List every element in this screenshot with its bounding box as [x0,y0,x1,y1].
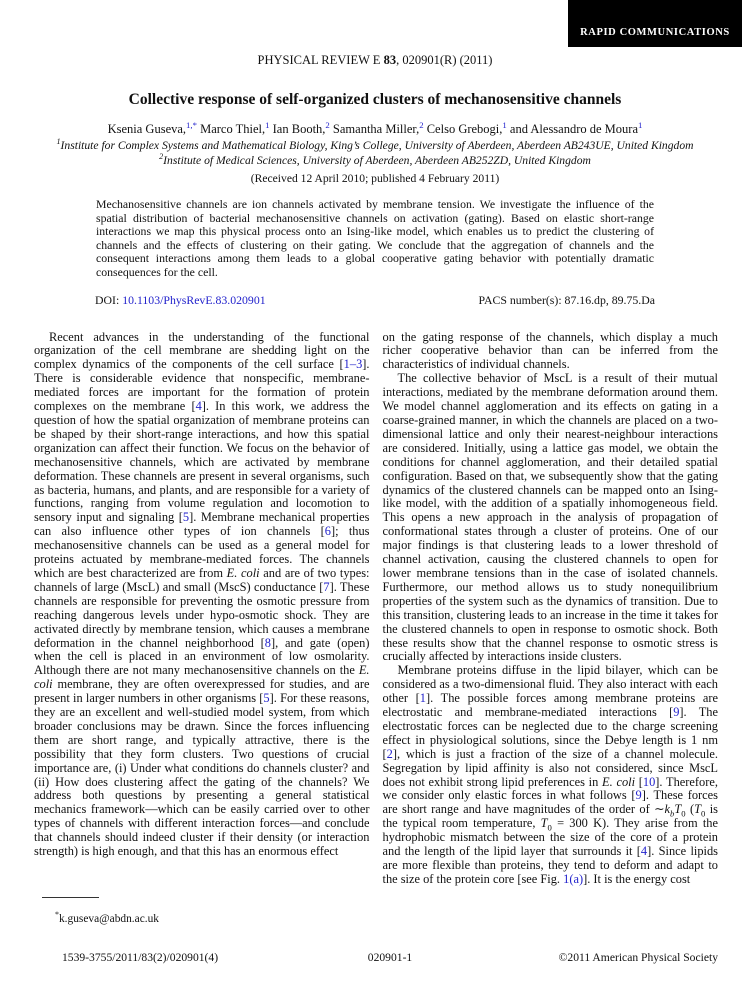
text-segment: Celso Grebogi, [423,122,503,136]
text-segment: = 300 K). They arise from the hydrophobic mismatch between the size of the core of a protein and the length of the lipid layer that surrounds it [ [382,816,718,859]
text-segment: T [674,802,682,817]
text-segment: [ [635,774,643,789]
paragraph [383,331,719,373]
citation-link[interactable]: 4 [640,844,648,859]
text-segment: and are of two types: channels of large (MscL) and small (MscS) conductance [ [34,565,370,594]
text-segment: T [694,802,701,817]
badge-label: RAPID COMMUNICATIONS [580,27,730,38]
citation-link[interactable]: 1 [638,119,643,130]
text-segment: is the typical room temperature, [382,802,718,831]
text-segment: ]. It is the energy cost [583,871,691,886]
pacs-numbers: PACS number(s): 87.16.dp, 89.75.Da [478,292,655,307]
citation-link[interactable]: 1(a) [563,871,584,886]
citation-link[interactable]: 5 [182,510,190,525]
text-segment: Marco Thiel, [196,122,266,136]
text-segment: Ian Booth, [269,122,326,136]
text-segment: ]. For these reasons, they are an excellent and well-studied model system, from which broader conclusions may be drawn. Since the forces influencing them are short range, and typically attractive, there is the possibility that they form clusters. Two questions of crucial importance are, (i) Under what conditions do channels cluster? and (ii) How does clustering affect the gating of the channels? We address both questions by presenting a general statistical mechanics framework—which can be easily carried over to other types of channels with different interaction forces—and conclude that channels should indeed cluster if their density (or interaction strength) is high enough, and that this has an enormous effect [34,691,370,859]
text-segment: DOI: [95,292,123,307]
rapid-communications-badge [568,0,742,47]
text-segment: ]. The electrostatic forces can be neglected due to the charge screening effect in physiological solutions, since the Debye length is 1 nm [ [382,705,718,761]
text-segment: Institute for Complex Systems and Mathematical Biology, King’s College, University of Aberdeen, Aberdeen AB243UE, United Kingdom [60,139,694,152]
text-segment: Recent advances in the understanding of the functional organization of the cell membrane are shedding light on the complex dynamics of the components of the cell surface [ [34,330,370,372]
copyright-notice: ©2011 American Physical Society [558,951,719,964]
text-segment: ], and gate (open) when the cell is placed in an environment of low osmolarity. Although there are not many mechanosensitive channels on the [34,635,370,678]
text-segment: ]. These forces are short range and have magnitudes of the order of ∼ [382,788,718,817]
citation-link[interactable]: 10 [642,774,656,789]
text-segment: k [664,802,671,817]
page-title: Collective response of self-organized clusters of mechanosensitive channels [128,91,622,108]
text-segment: Ksenia Guseva, [107,122,187,136]
paragraph [34,331,370,859]
page-footer [34,951,718,964]
citation-link[interactable]: 6 [324,524,331,539]
text-segment: Membrane proteins diffuse in the lipid bilayer, which can be considered as a two-dimensional fluid. They also interact with each other [ [382,663,718,706]
text-segment: ]. Therefore, we consider only elastic forces in what follows [ [382,774,718,803]
doi-line [95,293,266,308]
text-segment: ]; thus mechanosensitive channels can be used as a general model for proteins actuated by membrane-mediated forces. The channels which are best characterized are from [34,524,370,580]
author-list [0,119,750,137]
text-segment: PHYSICAL REVIEW E [257,53,384,67]
text-segment: E. coli [34,663,370,692]
citation-link[interactable]: 1 [502,119,507,130]
footnote-divider [42,897,99,898]
text-segment: E. coli [602,774,636,789]
received-line: (Received 12 April 2010; published 4 February 2011) [250,172,500,185]
citation-link[interactable]: 1 [265,119,270,130]
citation-link[interactable]: 8 [264,635,271,650]
page-number: 020901-1 [367,951,413,964]
text-segment: k.guseva@abdn.ac.uk [58,913,159,925]
text-segment: 0 [681,808,686,819]
citation-link[interactable]: 2 [325,119,330,130]
citation-link[interactable]: 1 [419,691,426,706]
text-segment: ], which is just a fraction of the size of a channel molecule. Segregation by lipid affinity is also not considered, since MscL does not exhibit strong lipid preferences in [382,746,718,789]
right-column [383,331,719,909]
paragraph [383,372,719,664]
footnote-email [34,910,159,925]
affiliation-1 [0,139,750,152]
text-segment: ]. Since lipids are more flexible than proteins, they tend to deform and adapt to the size of the protein core [see Fig. [382,844,718,886]
citation-link[interactable]: 1,* [186,119,197,130]
citation-link[interactable]: 1–3 [343,357,363,372]
text-segment: Institute of Medical Sciences, University of Aberdeen, Aberdeen AB252ZD, United Kingdom [163,154,591,167]
text-segment: ]. These channels are responsible for preventing the osmotic pressure from reaching dangerous levels under hypo-osmotic shock. They are activated directly by membrane tension, which causes a membrane deformation in the channel neighborhood [ [34,579,370,650]
text-segment: The collective behavior of MscL is a result of their mutual interactions, mediated by the membrane deformation around them. We model channel agglomeration and its effects on gating in a coarse-grained manner, in which the channels are placed on a two-dimensional lattice and only their nearest-neighbour interactions are considered. Initially, using a lattice gas model, we obtain the conditions for channel agglomeration, and their detailed spatial configuration. Based on that, we subsequently show that the gating dynamics of the clustered channels can be mapped onto an Ising-like model, with the addition of a spatially inhomogeneous field. This opens a new approach in the analysis of propagation of conformational states through a cluster of proteins. One of our major findings is that clustering leads to a lower threshold of channel activation, causing the clustered channels to open for lower membrane tensions than in the case of isolated channels. Furthermore, our method allows us to study nonequilibrium properties of the system such as the dynamics of transition. Due to this transition, clustering leads to an increase in the time it takes for the clustered channels to open in response to osmotic shock. Both these results show that the channel response to osmotic stress is crucially affected by interactions inside clusters. [382,371,718,664]
issn-code: 1539-3755/2011/83(2)/020901(4) [62,951,219,964]
text-segment: on the gating response of the channels, which display a much richer cooperative behavior than can be inferred from the characteristics of individual channels. [382,330,718,372]
citation-link[interactable]: 9 [635,788,642,803]
text-segment: 0 [701,808,706,819]
text-segment: ]. Membrane mechanical properties can also influence other types of ion channels [ [34,510,370,539]
doi-link[interactable]: 10.1103/PhysRevE.83.020901 [122,292,266,307]
text-segment: 83 [383,53,397,67]
doi-pacs-row [95,293,655,308]
abstract: Mechanosensitive channels are ion channels activated by membrane tension. We investigate the influence of the spatial distribution of bacterial mechanosensitive channels on activation (gating). Based on elastic short-range interactions we map this physical process onto an Ising-like model, which enables us to predict the clustering of channels and the effects of clustering on their gating. We conclude that the aggregation of channels and the consequent interactions among them leads to a global cooperative gating behavior with potentially dramatic consequences for the cell. [96,197,654,279]
two-column-body [34,331,718,909]
citation-link[interactable]: 2 [386,746,393,761]
citation-link[interactable]: 7 [323,579,330,594]
text-segment: ( [685,802,695,817]
paragraph [383,664,719,887]
text-segment: and Alessandro de Moura [506,122,639,136]
text-segment: b [670,808,675,819]
text-segment: , 020901(R) (2011) [396,53,493,67]
citation-link[interactable]: 2 [419,119,424,130]
text-segment: E. coli [226,565,260,580]
text-segment: 2 [159,152,164,162]
text-segment: ]. The possible forces among membrane proteins are electrostatic and membrane-mediated interactions [ [382,691,718,720]
text-segment: membrane, they are often overexpressed for studies, and are present in larger numbers in other organisms [ [34,677,370,706]
affiliation-2 [0,154,750,167]
text-segment: ]. There is considerable evidence that nonspecific, membrane-mediated forces are important for the formation of protein complexes on the membrane [ [34,357,370,414]
text-segment: 0 [547,822,552,833]
text-segment: Samantha Miller, [329,122,420,136]
text-segment: 1 [56,137,61,147]
text-segment: * [55,910,59,920]
citation-link[interactable]: 5 [263,691,270,706]
left-column [34,331,370,909]
text-segment: T [540,816,548,831]
citation-link[interactable]: 9 [673,705,680,720]
citation-link[interactable]: 4 [195,399,202,414]
author-footnote [34,897,159,925]
text-segment: ]. In this work, we address the question of how the spatial organization of membrane proteins can be shaped by their short-range interactions, and how this spatial organization can affect their function. We focus on the behavior of mechanosensitive channels, which are activated by membrane deformation. These channels are present in several organisms, such as bacteria, humans, and plants, and are responsible for a variety of functions, ranging from volume regulation and locomotion to sensory input and signaling [ [34,399,370,525]
